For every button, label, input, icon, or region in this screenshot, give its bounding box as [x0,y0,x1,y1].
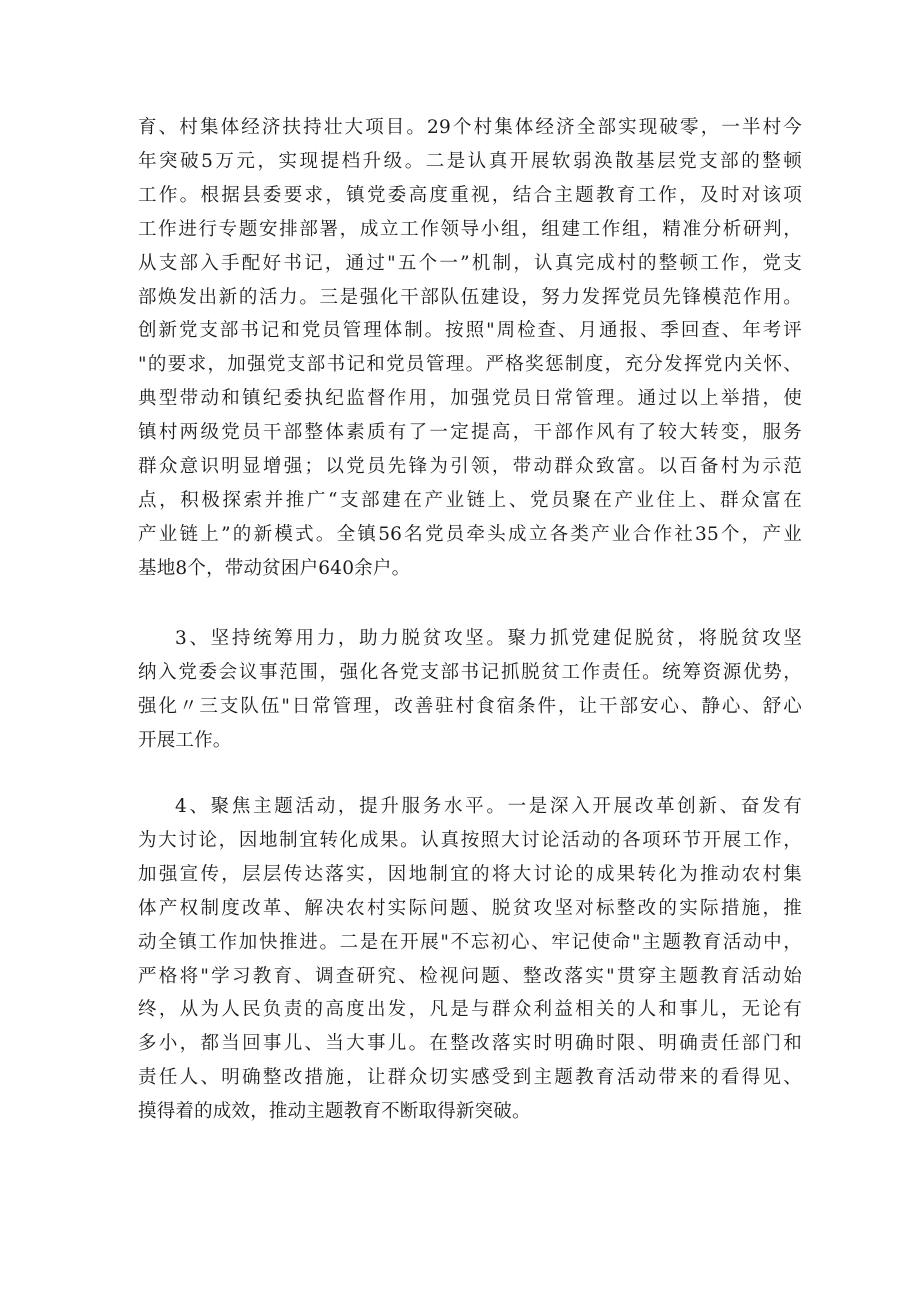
text-line-indented: 3、坚持统筹用力，助力脱贫攻坚。聚力抓党建促脱贫，将脱贫攻坚 [175,628,802,649]
text-line: 从支部入手配好书记，通过"五个一”机制，认真完成村的整顿工作，党支 [138,252,802,274]
text-line: 产业链上”的新模式。全镇56名党员牵头成立各类产业合作社35个，产业 [138,523,802,545]
text-line: 加强宣传，层层传达落实，因地制宜的将大讨论的成果转化为推动农村集 [138,863,802,885]
text-line: 开展工作。 [138,729,232,751]
text-line: 纳入党委会议事范围，强化各党支部书记抓脱贫工作责任。统筹资源优势， [138,661,802,683]
paragraph-theme-activities [138,790,802,1129]
paragraph-poverty-alleviation [138,622,802,758]
text-line-indented: 4、聚焦主题活动，提升服务水平。一是深入开展改革创新、奋发有 [175,796,802,817]
text-line: 工作。根据县委要求，镇党委高度重视，结合主题教育工作，及时对该项 [138,184,802,206]
paragraph-village-economy [138,111,802,586]
text-line: 体产权制度改革、解决农村实际问题、脱贫攻坚对标整改的实际措施，推 [138,897,802,919]
text-line: "的要求，加强党支部书记和党员管理。严格奖惩制度，充分发挥党内关怀、 [138,354,802,376]
text-line: 为大讨论，因地制宜转化成果。认真按照大讨论活动的各项环节开展工作， [138,829,802,851]
text-line: 基地8个，带动贫困户640余户。 [138,557,411,579]
text-line: 典型带动和镇纪委执纪监督作用，加强党员日常管理。通过以上举措，使 [138,388,802,410]
text-line: 摸得着的成效，推动主题教育不断取得新突破。 [138,1101,531,1123]
text-line: 严格将"学习教育、调查研究、检视问题、整改落实"贯穿主题教育活动始 [138,965,802,987]
text-line: 创新党支部书记和党员管理体制。按照"周检查、月通报、季回查、年考评 [138,320,802,342]
text-line: 育、村集体经济扶持壮大项目。29个村集体经济全部实现破零，一半村今 [138,117,802,138]
text-line: 点，积极探索并推广“支部建在产业链上、党员聚在产业住上、群众富在 [138,489,802,511]
text-line: 群众意识明显增强；以党员先锋为引领，带动群众致富。以百备村为示范 [138,456,802,478]
text-line: 强化〃三支队伍"日常管理，改善驻村食宿条件，让干部安心、静心、舒心 [138,695,802,717]
text-line: 年突破5万元，实现提档升级。二是认真开展软弱涣散基层党支部的整顿 [138,150,802,172]
text-line: 责任人、明确整改措施，让群众切实感受到主题教育活动带来的看得见、 [138,1067,802,1089]
text-line: 镇村两级党员干部整体素质有了一定提高，干部作风有了较大转变，服务 [138,422,802,444]
text-line: 终，从为人民负责的高度出发，凡是与群众利益相关的人和事儿，无论有 [138,999,802,1021]
text-line: 多小，都当回事儿、当大事儿。在整改落实时明确时限、明确责任部门和 [138,1033,802,1055]
text-line: 动全镇工作加快推进。二是在开展"不忘初心、牢记使命"主题教育活动中， [138,931,802,953]
text-line: 工作进行专题安排部署，成立工作领导小组，组建工作组，精准分析研判， [138,218,802,240]
text-line: 部焕发出新的活力。三是强化干部队伍建设，努力发挥党员先锋模范作用。 [138,286,802,308]
